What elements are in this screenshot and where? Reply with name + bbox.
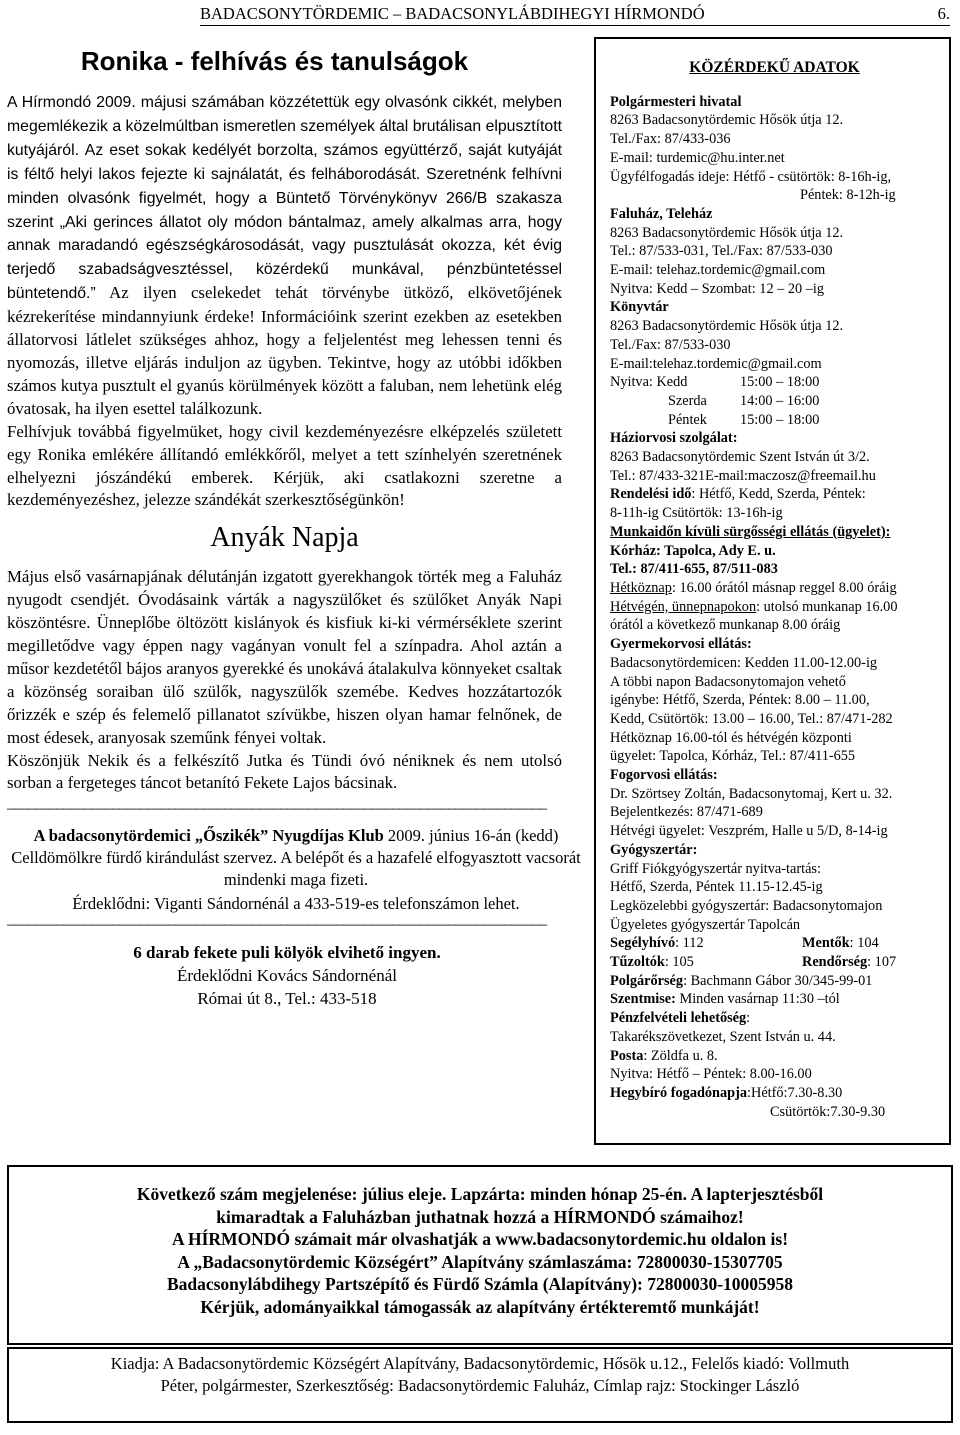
info-label: Péntek — [668, 411, 707, 428]
info-line: A többi napon Badacsonytomajon vehető — [610, 673, 846, 690]
info-label: Hétvégén, ünnepnapokon — [610, 598, 757, 615]
info-line: Nyitva: Kedd – Szombat: 12 – 20 –ig — [610, 280, 825, 297]
info-line: Tel.: 87/411-655, 87/511-083 — [610, 561, 778, 578]
info-line: Háziorvosi szolgálat: — [610, 430, 738, 447]
info-line: Tel.: 87/533-031, Tel./Fax: 87/533-030 — [610, 243, 833, 260]
info-line: Nyitva: Hétfő – Péntek: 8.00-16.00 — [610, 1066, 812, 1083]
info-line: Takarékszövetkezet, Szent István u. 44. — [610, 1028, 836, 1045]
running-title: BADACSONYTÖRDEMIC – BADACSONYLÁBDIHEGYI HÍRMONDÓ — [200, 4, 705, 23]
imprint-line-2: Péter, polgármester, Szerkesztőség: Badacsonytördemic Faluház, Címlap rajz: Stockinger László — [160, 1376, 800, 1395]
puppy-notice-address: Római út 8., Tel.: 433-518 — [197, 989, 377, 1009]
info-line — [610, 1084, 939, 1103]
publication-info-box — [7, 1165, 953, 1345]
info-line: Tel./Fax: 87/433-036 — [610, 131, 731, 148]
info-value: 15:00 – 18:00 — [740, 411, 820, 428]
info-label: Segélyhívó — [610, 935, 676, 952]
info-value: 14:00 – 16:00 — [740, 392, 820, 409]
info-line: Hétköznap 16.00-tól és hétvégén központi — [610, 729, 852, 746]
info-line: E-mail: telehaz.tordemic@gmail.com — [610, 262, 826, 279]
article-ronika-para1 — [7, 91, 562, 421]
website-line: A HÍRMONDÓ számait már olvashatják a www.badacsonytordemic.hu oldalon is! — [171, 1229, 789, 1250]
info-line — [610, 411, 939, 430]
info-label: Pénzfelvételi lehetőség — [610, 1010, 747, 1027]
left-column — [7, 46, 581, 1010]
info-label: Rendőrség — [802, 954, 868, 971]
info-line: E-mail: turdemic@hu.inter.net — [610, 149, 785, 166]
info-line — [610, 598, 939, 617]
separator-1: ––––––––––––––––––––––––––––––––––––––––––––––––––––––––––––––––––––––––––––– — [7, 801, 546, 818]
donation-request-line: Kérjük, adományaikkal támogassák az alapítvány értékteremtő munkáját! — [200, 1296, 760, 1317]
info-line — [610, 579, 939, 598]
foundation-account-line: A „Badacsonytördemic Községért” Alapítvány számlaszáma: 72800030-15307705 — [177, 1251, 783, 1272]
info-label: Tűzoltók — [610, 954, 665, 971]
club-notice — [7, 825, 585, 915]
info-line: Dr. Szörtsey Zoltán, Badacsonytomaj, Kert u. 32. — [610, 785, 893, 802]
article-title-anyak-napja: Anyák Napja — [210, 522, 359, 554]
info-line: 8263 Badacsonytördemic Hősök útja 12. — [610, 224, 844, 241]
info-line: Hétvégi ügyelet: Veszprém, Halle u 5/D, 8-14-ig — [610, 823, 888, 840]
info-line: 8263 Badacsonytördemic Szent István út 3/2. — [610, 449, 870, 466]
info-line: Polgármesteri hivatal — [610, 93, 742, 110]
info-value: : Zöldfa u. 8. — [643, 1047, 718, 1064]
info-line: Gyógyszertár: — [610, 841, 698, 858]
info-line: ügyelet: Tapolca, Kórház, Tel.: 87/411-655 — [610, 748, 856, 765]
beach-account-line: Badacsonylábdihegy Partszépítő és Fürdő Számla (Alapítvány): 72800030-10005958 — [166, 1274, 794, 1295]
info-label: Rendelési idő — [610, 486, 692, 503]
info-value: : 16.00 órától másnap reggel 8.00 óráig — [671, 579, 897, 596]
info-line: Péntek: 8-12h-ig — [800, 187, 896, 204]
info-value: Minden vasárnap 11:30 –tól — [675, 991, 840, 1008]
info-value: : — [746, 1010, 751, 1027]
info-line: Hétfő, Szerda, Péntek 11.15-12.45-ig — [610, 879, 823, 896]
info-line: Badacsonytördemicen: Kedden 11.00-12.00-ig — [610, 654, 878, 671]
info-line: Kórház: Tapolca, Ady E. u. — [610, 542, 776, 559]
info-label: Hétköznap — [610, 579, 672, 596]
info-box-heading: KÖZÉRDEKŰ ADATOK — [689, 59, 860, 76]
info-line: Ügyfélfogadás ideje: Hétfő - csütörtök: 8-16h-ig, — [610, 168, 892, 185]
info-box — [594, 37, 951, 1145]
info-line — [610, 1047, 939, 1066]
info-value: : Bachmann Gábor 30/345-99-01 — [683, 972, 873, 989]
info-line: Legközelebbi gyógyszertár: Badacsonytomajon — [610, 897, 883, 914]
running-header — [200, 4, 950, 26]
club-notice-text: 2009. június 16-án (kedd) Celldömölkre fürdő kirándulást szervez. A belépőt és a hazafelé elfogyasztott vacsorát mindenki maga fizeti. — [11, 826, 581, 890]
info-line: Ügyeletes gyógyszertár Tapolcán — [610, 916, 801, 933]
info-line: Kedd, Csütörtök: 13.00 – 16.00, Tel.: 87/471-282 — [610, 710, 893, 727]
article-title-ronika: Ronika - felhívás és tanulságok — [80, 46, 469, 76]
info-value: 15:00 – 18:00 — [740, 374, 820, 391]
info-line: E-mail:telehaz.tordemic@gmail.com — [610, 355, 822, 372]
info-label: Szentmise: — [610, 991, 676, 1008]
info-line: Fogorvosi ellátás: — [610, 767, 718, 784]
article-ronika-body: Az eset sokak kedélyét borzolta, számos együttérző, saját kutyáját is féltő helyi lakos fejezte ki sajnálatát, és felháborodását. Szeretnénk felhívni minden olvasónk figyelmét, hogy a Büntető Törvénykönyv 266/B szakasza szerint „Aki gerinces állatot oly módon bántalmaz, amely alkalmas arra, hogy annak maradandó egészségkárosodását, vagy pusztulását okozza, két évig terjedő szabadságvesztéssel, közérdekű munkával, pénzbüntetéssel büntetendő.” — [7, 141, 563, 303]
club-notice-bold: A badacsonytördemici „Őszikék” Nyugdíjas Klub — [33, 826, 384, 846]
info-value: :Hétfő:7.30-8.30 — [747, 1084, 843, 1101]
info-label: Szerda — [668, 392, 707, 409]
info-line: Faluház, Teleház — [610, 205, 713, 222]
info-line — [610, 934, 939, 953]
info-line — [610, 990, 939, 1009]
info-line: órától a következő munkanap 8.00 óráig — [610, 617, 841, 634]
imprint-line-1: Kiadja: A Badacsonytördemic Községért Alapítvány, Badacsonytördemic, Hősök u.12., Felelős kiadó: Vollmuth — [110, 1354, 850, 1373]
next-issue-line: Következő szám megjelenése: július eleje. Lapzárta: minden hónap 25-én. A lapterjesztésből — [136, 1184, 824, 1204]
article-anyak-para1: Május első vasárnapjának délutánján izgatott gyerekhangok törték meg a Faluház nyugodt csendjét. Óvodásaink várták a nagyszülőket és szülőket Anyák Napi köszöntésre. Ünneplőbe öltözött kislányok és kisfiuk ki-ki vérmérséklete szerint megilletődve vagy éppen nagy vagányan vonult fel a színpadra. Ahol aztán a műsor kezdetétől bájos aranyos gyerekké és unokává átalakulva könnyeket csaltak a közönség soraiban ülő szülők, nagyszülők szemébe. Kedves hozzátartozók őrizzék e szép és felemelő pillanatot szívükbe, hiszen olyan hamar felnőnek, de most édesek, aranyosak szeműnk fényei voltak. — [7, 567, 562, 747]
info-line: Bejelentkezés: 87/471-689 — [610, 804, 763, 821]
puppy-notice-headline: 6 darab fekete puli kölyök elvihető ingyen. — [133, 943, 441, 963]
page-number: 6. — [937, 4, 950, 23]
info-line: 8263 Badacsonytördemic Hősök útja 12. — [610, 318, 844, 335]
separator-2: ––––––––––––––––––––––––––––––––––––––––––––––––––––––––––––––––––––––––––––– — [7, 917, 546, 934]
info-value: : 104 — [849, 935, 879, 952]
imprint-footer — [7, 1347, 953, 1423]
club-notice-contact: Érdeklődni: Viganti Sándornénál a 433-519-es telefonszámon lehet. — [72, 894, 520, 914]
info-line — [610, 485, 939, 504]
info-value: : 105 — [664, 954, 694, 971]
puppy-notice — [7, 941, 567, 1010]
info-line: 8-11h-ig Csütörtök: 13-16h-ig — [610, 505, 783, 522]
puppy-notice-contact: Érdeklődni Kovács Sándornénál — [177, 966, 397, 986]
article-ronika-tail: Az ilyen cselekedet tehát törvénybe ütköző, elkövetőjének kézrekerítése mindannyiunk érdeke! Információink szerint ezekben az esetekben állatorvosi látlelet szükséges ahhoz, hogy a feljelentést meg lehessen tenni és nyomozás, illetve eljárás induljon az ügyben. Tekintve, hogy az utóbbi időkben számos kutya pusztult el gyanús körülmények között a faluban, nem lehetünk elég óvatosak, ha ilyen esettel találkozunk. — [7, 283, 562, 418]
info-label: Polgárőrség — [610, 972, 684, 989]
info-line — [610, 392, 939, 411]
info-label: Posta — [610, 1047, 644, 1064]
info-value: : 112 — [675, 935, 704, 952]
article-anyak-para2: Köszönjük Nekik és a felkészítő Jutka és Tündi óvó néniknek és nem utolsó sorban a fergeteges táncot betanító Fekete Lajos bácsinak. — [7, 750, 562, 793]
article-ronika-para2: Felhívjuk továbbá figyelmüket, hogy civil kezdeményezésre elképzelés született egy Ronika emlékére állítandó emlékkőről, melyet a tett színhelyén szeretnének elhelyezni jószándékú emberek. Kérjük, aki csatlakozni szeretne a kezdeményezéshez, jelezze szándékát szerkesztőségünkön! — [7, 421, 562, 510]
article-ronika-lead: A Hírmondó 2009. májusi számában közzétettük egy olvasónk cikkét, melyben megemlékezik a közelmúltban ismeretlen személyek által brutálisan elpusztított kutyájáról. — [7, 94, 562, 159]
info-label: Nyitva: Kedd — [610, 374, 688, 391]
info-line: Griff Fiókgyógyszertár nyitva-tartás: — [610, 860, 821, 877]
info-line: Tel./Fax: 87/533-030 — [610, 336, 731, 353]
info-value: : Hétfő, Kedd, Szerda, Péntek: — [691, 486, 866, 503]
info-value: : 107 — [867, 954, 897, 971]
info-line: Csütörtök:7.30-9.30 — [770, 1103, 886, 1120]
info-line — [610, 972, 939, 991]
info-line: igénybe: Hétfő, Szerda, Péntek: 8.00 – 11.00, — [610, 692, 870, 709]
info-label: Hegybíró fogadónapja — [610, 1084, 748, 1101]
info-line: Tel.: 87/433-321E-mail:maczosz@freemail.hu — [610, 467, 876, 484]
info-line: Könyvtár — [610, 299, 669, 316]
info-label: Mentők — [802, 935, 850, 952]
info-line: 8263 Badacsonytördemic Hősök útja 12. — [610, 112, 844, 129]
info-line: Gyermekorvosi ellátás: — [610, 636, 752, 653]
info-line: Munkaidőn kívüli sürgősségi ellátás (ügyelet): — [610, 523, 891, 540]
info-line — [610, 373, 939, 392]
info-value: : utolsó munkanap 16.00 — [756, 598, 898, 615]
info-line — [610, 953, 939, 972]
distribution-line: kimaradtak a Faluházban juthatnak hozzá a HÍRMONDÓ számaihoz! — [216, 1206, 744, 1227]
info-line — [610, 1009, 939, 1028]
